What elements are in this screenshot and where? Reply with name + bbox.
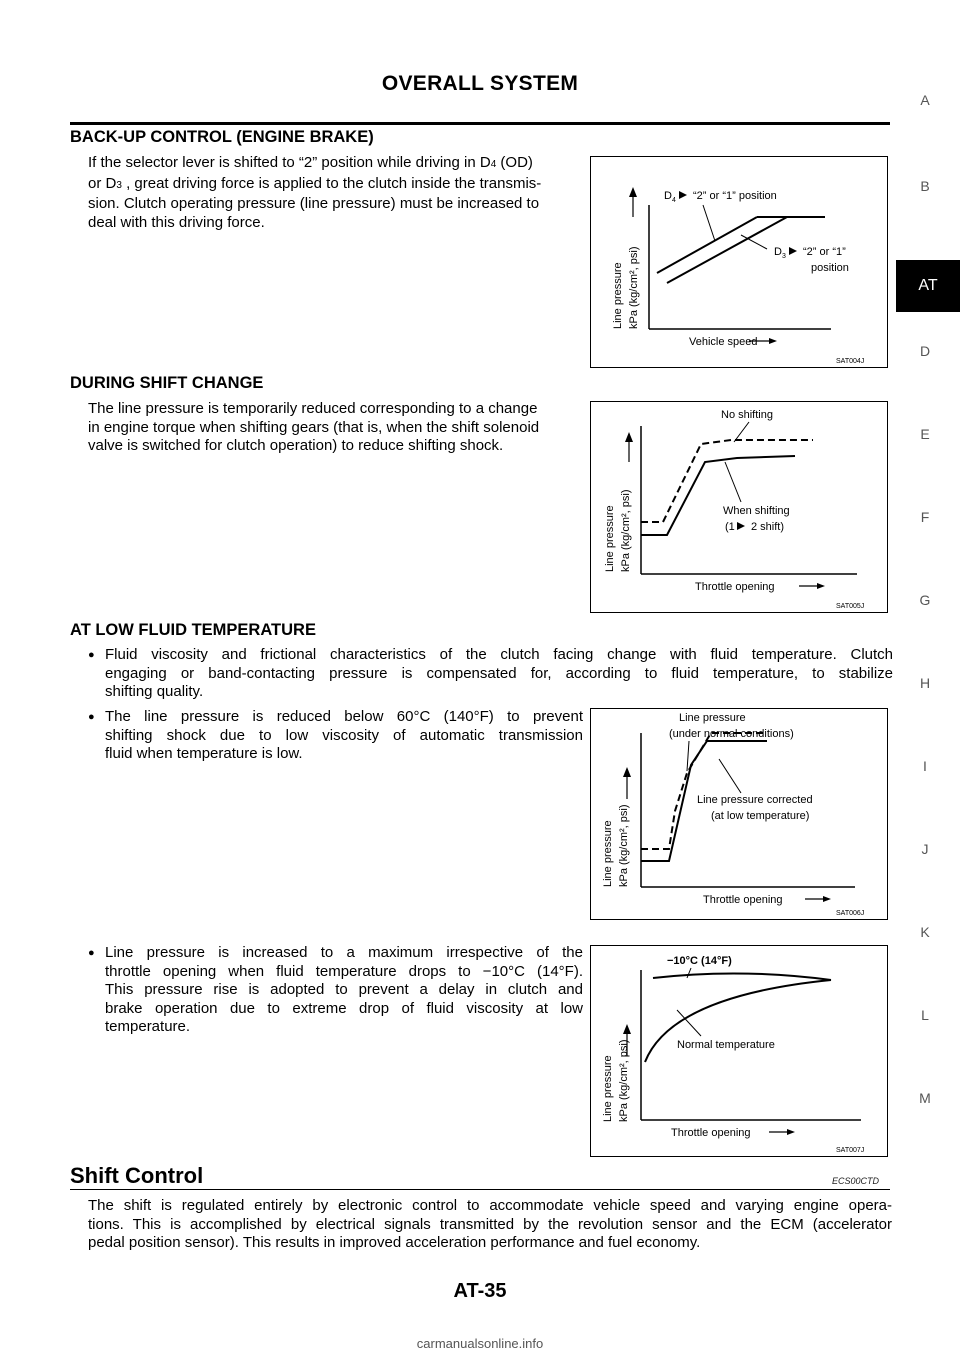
d3-position-label: “2” or “1” — [803, 246, 846, 258]
figure-code: SAT006J — [836, 910, 865, 917]
d3-label: D — [774, 246, 782, 258]
sidebar-item-h[interactable]: H — [919, 675, 931, 691]
text-line: throttle opening when fluid temperature drops to −10°C (14°F). — [105, 962, 583, 980]
sidebar-item-e[interactable]: E — [920, 426, 930, 442]
y-axis-label-2: kPa (kg/cm², psi) — [628, 246, 640, 329]
text-line: brake operation due to extreme drop of fluid viscosity at low — [105, 999, 583, 1017]
y-axis-label-2: kPa (kg/cm², psi) — [620, 489, 632, 572]
text-line: The line pressure is temporarily reduced corresponding to a change — [88, 400, 538, 417]
figure-code: SAT005J — [836, 603, 865, 610]
x-axis-label: Throttle opening — [671, 1127, 751, 1139]
d3-subscript: 3 — [782, 253, 786, 260]
figure-sat007j — [590, 945, 888, 1157]
figure-sat005j — [590, 401, 888, 613]
low-temp-heading: AT LOW FLUID TEMPERATURE — [70, 621, 316, 639]
shift-control-heading: Shift Control — [70, 1163, 204, 1188]
figure-code: SAT007J — [836, 1147, 865, 1154]
text-line: shifting shock due to low viscosity of automatic transmission — [105, 726, 583, 744]
page-number: AT-35 — [453, 1280, 507, 1302]
bullet-icon: ● — [88, 711, 95, 723]
bullet-icon: ● — [88, 947, 95, 959]
d4-subscript: 4 — [672, 197, 676, 204]
text-line: engaging or band-contacting pressure is compensated for, according to fluid temperature, to stabilize — [105, 664, 893, 682]
sidebar-item-m[interactable]: M — [919, 1090, 931, 1106]
figure-sat004j — [590, 156, 888, 368]
corrected-line-label-2: (at low temperature) — [711, 810, 810, 822]
text-line: valve is switched for clutch operation) to reduce shifting shock. — [88, 437, 504, 454]
page-title: OVERALL SYSTEM — [381, 72, 579, 95]
sidebar-item-k[interactable]: K — [920, 924, 930, 940]
arrow-icon — [737, 522, 745, 530]
during-shift-paragraph — [88, 400, 582, 456]
no-shifting-label: No shifting — [721, 409, 773, 421]
y-axis-label-1: Line pressure — [602, 1055, 614, 1122]
backup-control-paragraph — [88, 154, 582, 232]
sidebar-item-d[interactable]: D — [919, 343, 931, 359]
text-line: The line pressure is reduced below 60°C (140°F) to prevent — [105, 708, 583, 725]
subscript: 3 — [116, 179, 122, 191]
x-axis-label: Throttle opening — [703, 894, 783, 906]
d4-position-label: “2” or “1” position — [693, 190, 777, 202]
figure-sat006j — [590, 708, 888, 920]
backup-control-heading: BACK-UP CONTROL (ENGINE BRAKE) — [70, 128, 374, 146]
shift-control-paragraph — [88, 1197, 892, 1253]
text-line: fluid when temperature is low. — [105, 745, 303, 762]
sidebar-item-i[interactable]: I — [923, 758, 927, 774]
sidebar-item-b[interactable]: B — [920, 178, 930, 194]
watermark: carmanualsonline.info — [416, 1336, 544, 1351]
low-temp-bullet-1 — [105, 646, 893, 702]
low-temp-bullet-2 — [105, 708, 583, 764]
text-line: in engine torque when shifting gears (that is, when the shift solenoid — [88, 418, 540, 436]
x-axis-label: Vehicle speed — [689, 336, 758, 348]
sidebar-item-f[interactable]: F — [920, 509, 930, 525]
normal-temp-label: Normal temperature — [677, 1039, 775, 1051]
normal-line-label-2: (under normal conditions) — [669, 728, 794, 740]
text-line: The shift is regulated entirely by electronic control to accommodate vehicle speed and varying engine opera- — [88, 1197, 892, 1214]
text-line: Line pressure is increased to a maximum irrespective of the — [105, 944, 583, 961]
when-shifting-label: When shifting — [723, 505, 790, 517]
y-axis-label-1: Line pressure — [612, 262, 624, 329]
y-axis-label-1: Line pressure — [604, 505, 616, 572]
y-axis-label-2: kPa (kg/cm², psi) — [618, 804, 630, 887]
y-axis-label-2: kPa (kg/cm², psi) — [618, 1039, 630, 1122]
text-line: sion. Clutch operating pressure (line pressure) must be increased to — [88, 195, 540, 212]
d3-position-label-2: position — [811, 262, 849, 274]
corrected-line-label: Line pressure corrected — [697, 794, 813, 806]
text-line: , great driving force is applied to the clutch inside the transmis- — [121, 174, 542, 192]
text-line: Fluid viscosity and frictional characteristics of the clutch facing change with fluid temperature. Clutch — [105, 646, 893, 663]
arrow-icon — [679, 191, 687, 199]
text-line: or D — [88, 174, 117, 192]
text-line: (OD) — [496, 154, 533, 171]
x-axis-label: Throttle opening — [695, 581, 775, 593]
shift-label-end: 2 shift) — [751, 521, 785, 533]
subscript: 4 — [490, 159, 497, 170]
during-shift-heading: DURING SHIFT CHANGE — [70, 374, 264, 392]
text-line: temperature. — [105, 1018, 191, 1035]
sidebar-item-j[interactable]: J — [921, 841, 929, 857]
text-line: tions. This is accomplished by electrical signals transmitted by the revolution sensor and the ECM (accelerator — [88, 1215, 892, 1233]
d4-label: D — [664, 190, 672, 202]
text-line: deal with this driving force. — [88, 213, 265, 231]
shift-label-start: (1 — [725, 521, 735, 533]
text-line: If the selector lever is shifted to “2” position while driving in D — [88, 154, 491, 171]
sidebar-item-a[interactable]: A — [920, 92, 930, 108]
text-line: pedal position sensor). This results in improved acceleration performance and fuel economy. — [88, 1234, 701, 1251]
sidebar-item-l[interactable]: L — [921, 1007, 929, 1023]
sidebar-item-at-active[interactable]: AT — [896, 260, 960, 312]
text-line: shifting quality. — [105, 683, 204, 700]
bullet-icon: ● — [88, 649, 95, 661]
normal-line-label: Line pressure — [679, 712, 746, 724]
sidebar-item-g[interactable]: G — [919, 592, 931, 608]
cold-temp-label: −10°C (14°F) — [667, 955, 732, 967]
y-axis-label-1: Line pressure — [602, 820, 614, 887]
figure-code: SAT004J — [836, 358, 865, 365]
low-temp-bullet-3 — [105, 944, 583, 1037]
arrow-icon — [789, 247, 797, 255]
section-code: ECS00CTD — [832, 1176, 880, 1186]
text-line: This pressure rise is adopted to prevent a delay in clutch and — [105, 981, 583, 998]
shift-control-rule — [70, 1189, 890, 1190]
header-divider — [70, 122, 890, 125]
